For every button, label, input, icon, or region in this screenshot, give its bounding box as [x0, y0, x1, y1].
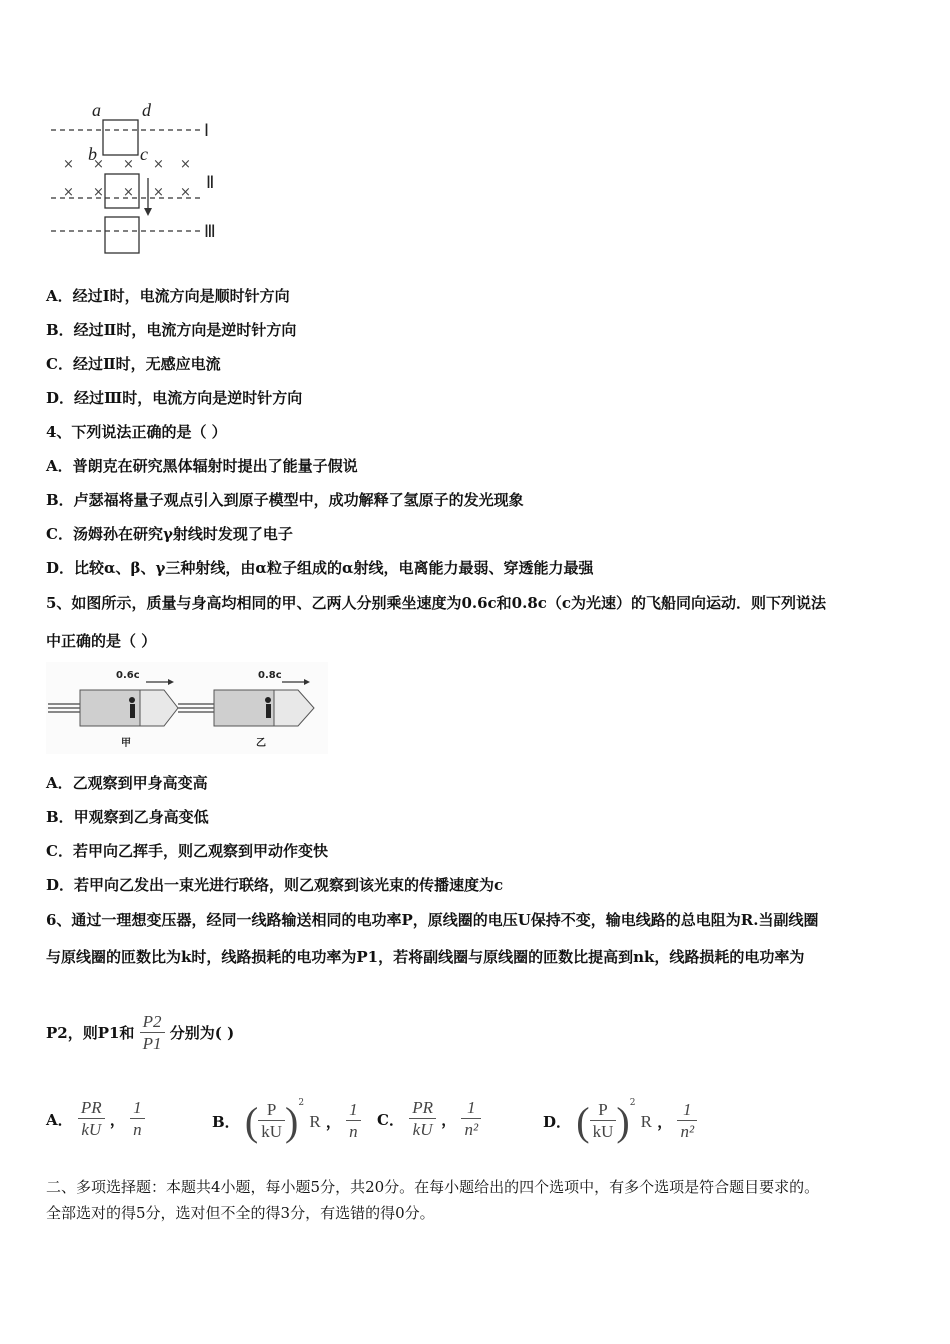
- ship-label-1: 甲: [121, 738, 131, 749]
- ship-2: [214, 690, 314, 726]
- region-label-3: Ⅲ: [204, 222, 216, 241]
- label-c: c: [140, 144, 148, 164]
- q6-stem-line2: 与原线圈的匝数比为k时，线路损耗的电功率为P1，若将副线圈与原线圈的匝数比提高到nk，线路损耗的电功率为: [46, 948, 805, 966]
- svg-text:×: ×: [93, 185, 104, 200]
- q4-stem: 4、下列说法正确的是（ ）: [46, 423, 227, 441]
- q3-option-a: A．经过Ⅰ时，电流方向是顺时针方向: [46, 287, 290, 305]
- label-d: d: [142, 100, 151, 120]
- speed-label-2: 0.8c: [258, 670, 282, 681]
- q6-stem-line1: 6、通过一理想变压器，经同一线路输送相同的电功率P，原线圈的电压U保持不变，输电线路的总电阻为R.当副线圈: [46, 911, 819, 929]
- section2-line2: 全部选对的得5分，选对但不全的得3分，有选错的得0分。: [46, 1204, 435, 1222]
- q6-option-c: C． $\frac{PR}{kU}$ ， $\frac{1}{\text{n²}}$: [377, 1098, 481, 1148]
- q4-option-c: C．汤姆孙在研究γ射线时发现了电子: [46, 525, 293, 543]
- q5-stem-line1: 5、如图所示，质量与身高均相同的甲、乙两人分别乘坐速度为0.6c和0.8c（c为光速）的飞船同向运动．则下列说法: [46, 594, 827, 612]
- q5-option-b: B．甲观察到乙身高变低: [46, 808, 209, 826]
- q4-option-b: B．卢瑟福将量子观点引入到原子模型中，成功解释了氢原子的发光现象: [46, 491, 524, 509]
- svg-text:×: ×: [93, 157, 104, 172]
- q5-stem-line2: 中正确的是（ ）: [46, 632, 157, 650]
- svg-text:×: ×: [123, 157, 134, 172]
- svg-text:×: ×: [180, 157, 191, 172]
- q5-option-c: C．若甲向乙挥手，则乙观察到甲动作变快: [46, 842, 328, 860]
- svg-text:×: ×: [180, 185, 191, 200]
- svg-text:×: ×: [123, 185, 134, 200]
- q3-option-d: D．经过Ⅲ时，电流方向是逆时针方向: [46, 389, 303, 407]
- region-label-2: Ⅱ: [206, 173, 215, 192]
- q6-stem-line3: P2，则P1和 $\frac{P2}{P1}$ 分别为( ): [46, 1011, 235, 1053]
- section2-line1: 二、多项选择题：本题共4小题，每小题5分，共20分。在每小题给出的四个选项中，有多个选项是符合题目要求的。: [46, 1178, 820, 1196]
- q5-option-a: A．乙观察到甲身高变高: [46, 774, 208, 792]
- region-label-1: Ⅰ: [204, 121, 210, 140]
- q6-option-b: B． ( $\frac{P}{kU}$ )$^2$ R ， $\frac{1}{n}$: [212, 1098, 361, 1148]
- svg-text:×: ×: [153, 157, 164, 172]
- q4-option-a: A．普朗克在研究黑体辐射时提出了能量子假说: [46, 457, 358, 475]
- ship-1: [80, 690, 178, 726]
- q6-option-d: D． ( $\frac{P}{kU}$ )$^2$ R ， $\frac{1}{\text{n²}}$: [543, 1098, 697, 1148]
- svg-text:×: ×: [63, 185, 74, 200]
- ratio-fraction: $\frac{P2}{P1}$: [140, 1012, 165, 1055]
- q4-option-d: D．比较α、β、γ三种射线，由α粒子组成的α射线，电离能力最弱、穿透能力最强: [46, 559, 594, 577]
- q3-option-c: C．经过Ⅱ时，无感应电流: [46, 355, 221, 373]
- q5-option-d: D．若甲向乙发出一束光进行联络，则乙观察到该光束的传播速度为c: [46, 876, 504, 894]
- q6-option-a: A． $\frac{PR}{kU}$ ， $\frac{1}{n}$: [46, 1098, 145, 1148]
- label-b: b: [88, 144, 97, 164]
- q3-option-b: B．经过Ⅱ时，电流方向是逆时针方向: [46, 321, 297, 339]
- svg-text:×: ×: [153, 185, 164, 200]
- speed-label-1: 0.6c: [116, 670, 140, 681]
- svg-text:×: ×: [63, 157, 74, 172]
- figure-magnetic-loop: [46, 98, 236, 258]
- label-a: a: [92, 100, 101, 120]
- cross-marks: [63, 157, 191, 200]
- figure-spaceships: [46, 662, 328, 754]
- ship-label-2: 乙: [256, 738, 266, 749]
